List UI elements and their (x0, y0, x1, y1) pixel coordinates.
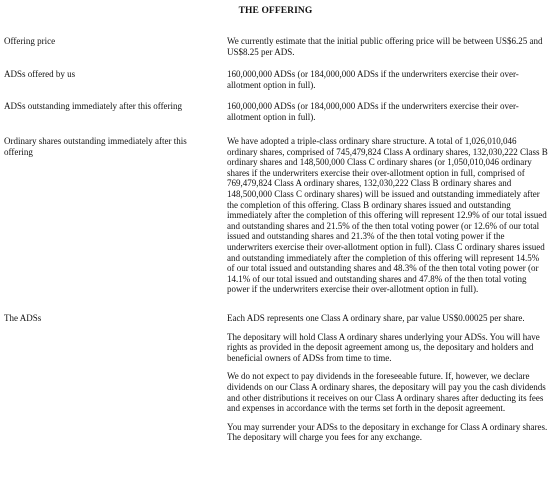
row-value (227, 313, 548, 443)
row-value (227, 69, 548, 90)
row-value (227, 101, 548, 122)
value-paragraph: We do not expect to pay dividends in the foreseeable future. If, however, we declare dividends on our Class A ordinary shares, the depositary will pay you the cash dividends and other distributions it receives on our Class A ordinary shares after deducting its fees and expenses in accordance with the terms set forth in the deposit agreement. (227, 371, 546, 414)
row-value (227, 136, 548, 295)
value-paragraph: You may surrender your ADSs to the depositary in exchange for Class A ordinary shares. The depositary will charge you fees for any exchange. (227, 421, 548, 443)
document-title: THE OFFERING (238, 6, 313, 16)
value-paragraph: Each ADS represents one Class A ordinary share, par value US$0.00025 per share. (227, 313, 525, 323)
row-label: ADSs offered by us (4, 69, 76, 79)
value-paragraph: 160,000,000 ADSs (or 184,000,000 ADSs if the underwriters exercise their over-allotment option in full). (227, 69, 519, 90)
row-value (227, 36, 548, 57)
row-label: ADSs outstanding immediately after this offering (4, 101, 183, 111)
value-paragraph: 160,000,000 ADSs (or 184,000,000 ADSs if the underwriters exercise their over-allotment option in full). (227, 101, 519, 122)
value-paragraph: We currently estimate that the initial public offering price will be between US$6.25 and US$8.25 per ADS. (227, 36, 543, 57)
value-paragraph: The depositary will hold Class A ordinary shares underlying your ADSs. You will have rights as provided in the deposit agreement among us, the depositary and holders and beneficial owners of ADSs from time to time. (227, 331, 540, 363)
value-paragraph: We have adopted a triple-class ordinary share structure. A total of 1,026,010,046 ordinary shares, comprised of 745,479,824 Class A ordinary shares, 132,030,222 Class B ordinary shares and 148,500,000 Class C ordinary shares (or 1,050,010,046 ordinary shares if the underwriters exercise their over-allotment option in full, comprised of 769,479,824 Class A ordinary shares, 132,030,222 Class B ordinary shares and 148,500,000 Class C ordinary shares) will be issued and outstanding immediately after the completion of this offering. Class B ordinary shares issued and outstanding immediately after the completion of this offering will represent 12.9% of our total issued and outstanding shares and 21.5% of the then total voting power (or 12.6% of our total issued and outstanding shares and 21.3% of the then total voting power if the underwriters exercise their over-allotment option in full). Class C ordinary shares issued and outstanding immediately after the completion of this offering will represent 14.5% of our total issued and outstanding shares and 48.3% of the then total voting power (or 14.1% of our total issued and outstanding shares and 47.8% of the then total voting power if the underwriters exercise their over-allotment option in full). (227, 136, 548, 295)
row-label: Offering price (4, 36, 56, 46)
row-label: The ADSs (4, 313, 42, 323)
row-label: Ordinary shares outstanding immediately after this offering (4, 136, 187, 157)
